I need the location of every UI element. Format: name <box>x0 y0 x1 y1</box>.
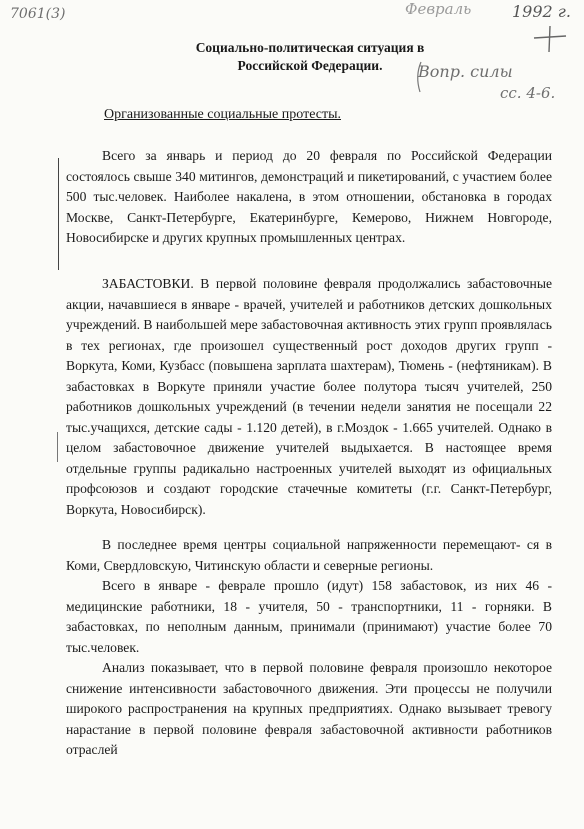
note-handwriting-line1: Вопр. силы <box>418 62 513 81</box>
archive-code-handwriting: 7061(3) <box>10 6 66 22</box>
year-handwriting: 1992 г. <box>512 2 571 21</box>
paragraph-analysis: Анализ показывает, что в первой половине февраля произошло некоторое снижение интенсивности забастовочного движения. Эти процессы не получили широкого распространения на крупных предприятиях. Однако вызывает тревогу нарастание в первой половине февраля забастовочной активности работников отраслей <box>66 660 552 757</box>
document-title-line1: Социально-политическая ситуация в <box>195 40 425 55</box>
month-handwriting: Февраль <box>405 0 472 18</box>
cross-mark <box>530 24 570 54</box>
note-handwriting-line2: сс. 4-6. <box>500 84 556 102</box>
margin-line-mark <box>57 432 58 462</box>
paragraph-strikes: ЗАБАСТОВКИ. В первой половине февраля продолжались забастовочные акции, начавшиеся в январе - врачей, учителей и работников детских дошкольных учреждений. В наибольшей мере забастовочная активность этих групп проявлялась в тех регионах, где произошел существенный рост доходов других групп - Воркута, Коми, Кузбасс (повышена зарплата шахтерам), Тюмень - (нефтяникам). В забастовках в Воркуте приняли участие более полутора тысяч учителей, 250 работников дошкольных учреждений (в течении недели занятия не посещали 22 тыс.учащихся, детские сады - 1.120 детей), в г.Моздок - 1.665 учителей. Однако в целом забастовочное движение учителей выдыхается. В настоящее время отдельные группы радикально настроенных учителей выходят из официальных профсоюзов и создают городские стачечные комитеты (г.г. Санкт-Петербург, Воркута, Новосибирск). <box>66 276 552 517</box>
paragraph-strike-totals: Всего в январе - феврале прошло (идут) 158 забастовок, из них 46 - медицинские работники, 18 - учителя, 50 - транспортники, 11 - горняки. В забастовках, по неполным данным, принимали (принимают) участие более 70 тыс.человек. <box>66 578 552 655</box>
paragraph-tension-centers: В последнее время центры социальной напряженности перемещают- ся в Коми, Свердловскую, Читинскую области и северные регионы. <box>66 537 552 573</box>
margin-bracket-mark <box>58 158 59 270</box>
document-title-line2: Российской Федерации. <box>237 58 383 73</box>
section-heading: Организованные социальные протесты. <box>104 107 341 122</box>
paragraph-rallies: Всего за январь и период до 20 февраля по Российской Федерации состоялось свыше 340 митингов, демонстраций и пикетирований, с участием более 500 тыс.человек. Наиболее накалена, в этом отношении, обстановка в городах Москве, Санкт-Петербурге, Екатеринбурге, Кемерово, Нижнем Новгороде, Новосибирске и других крупных промышленных центрах. <box>66 148 552 245</box>
